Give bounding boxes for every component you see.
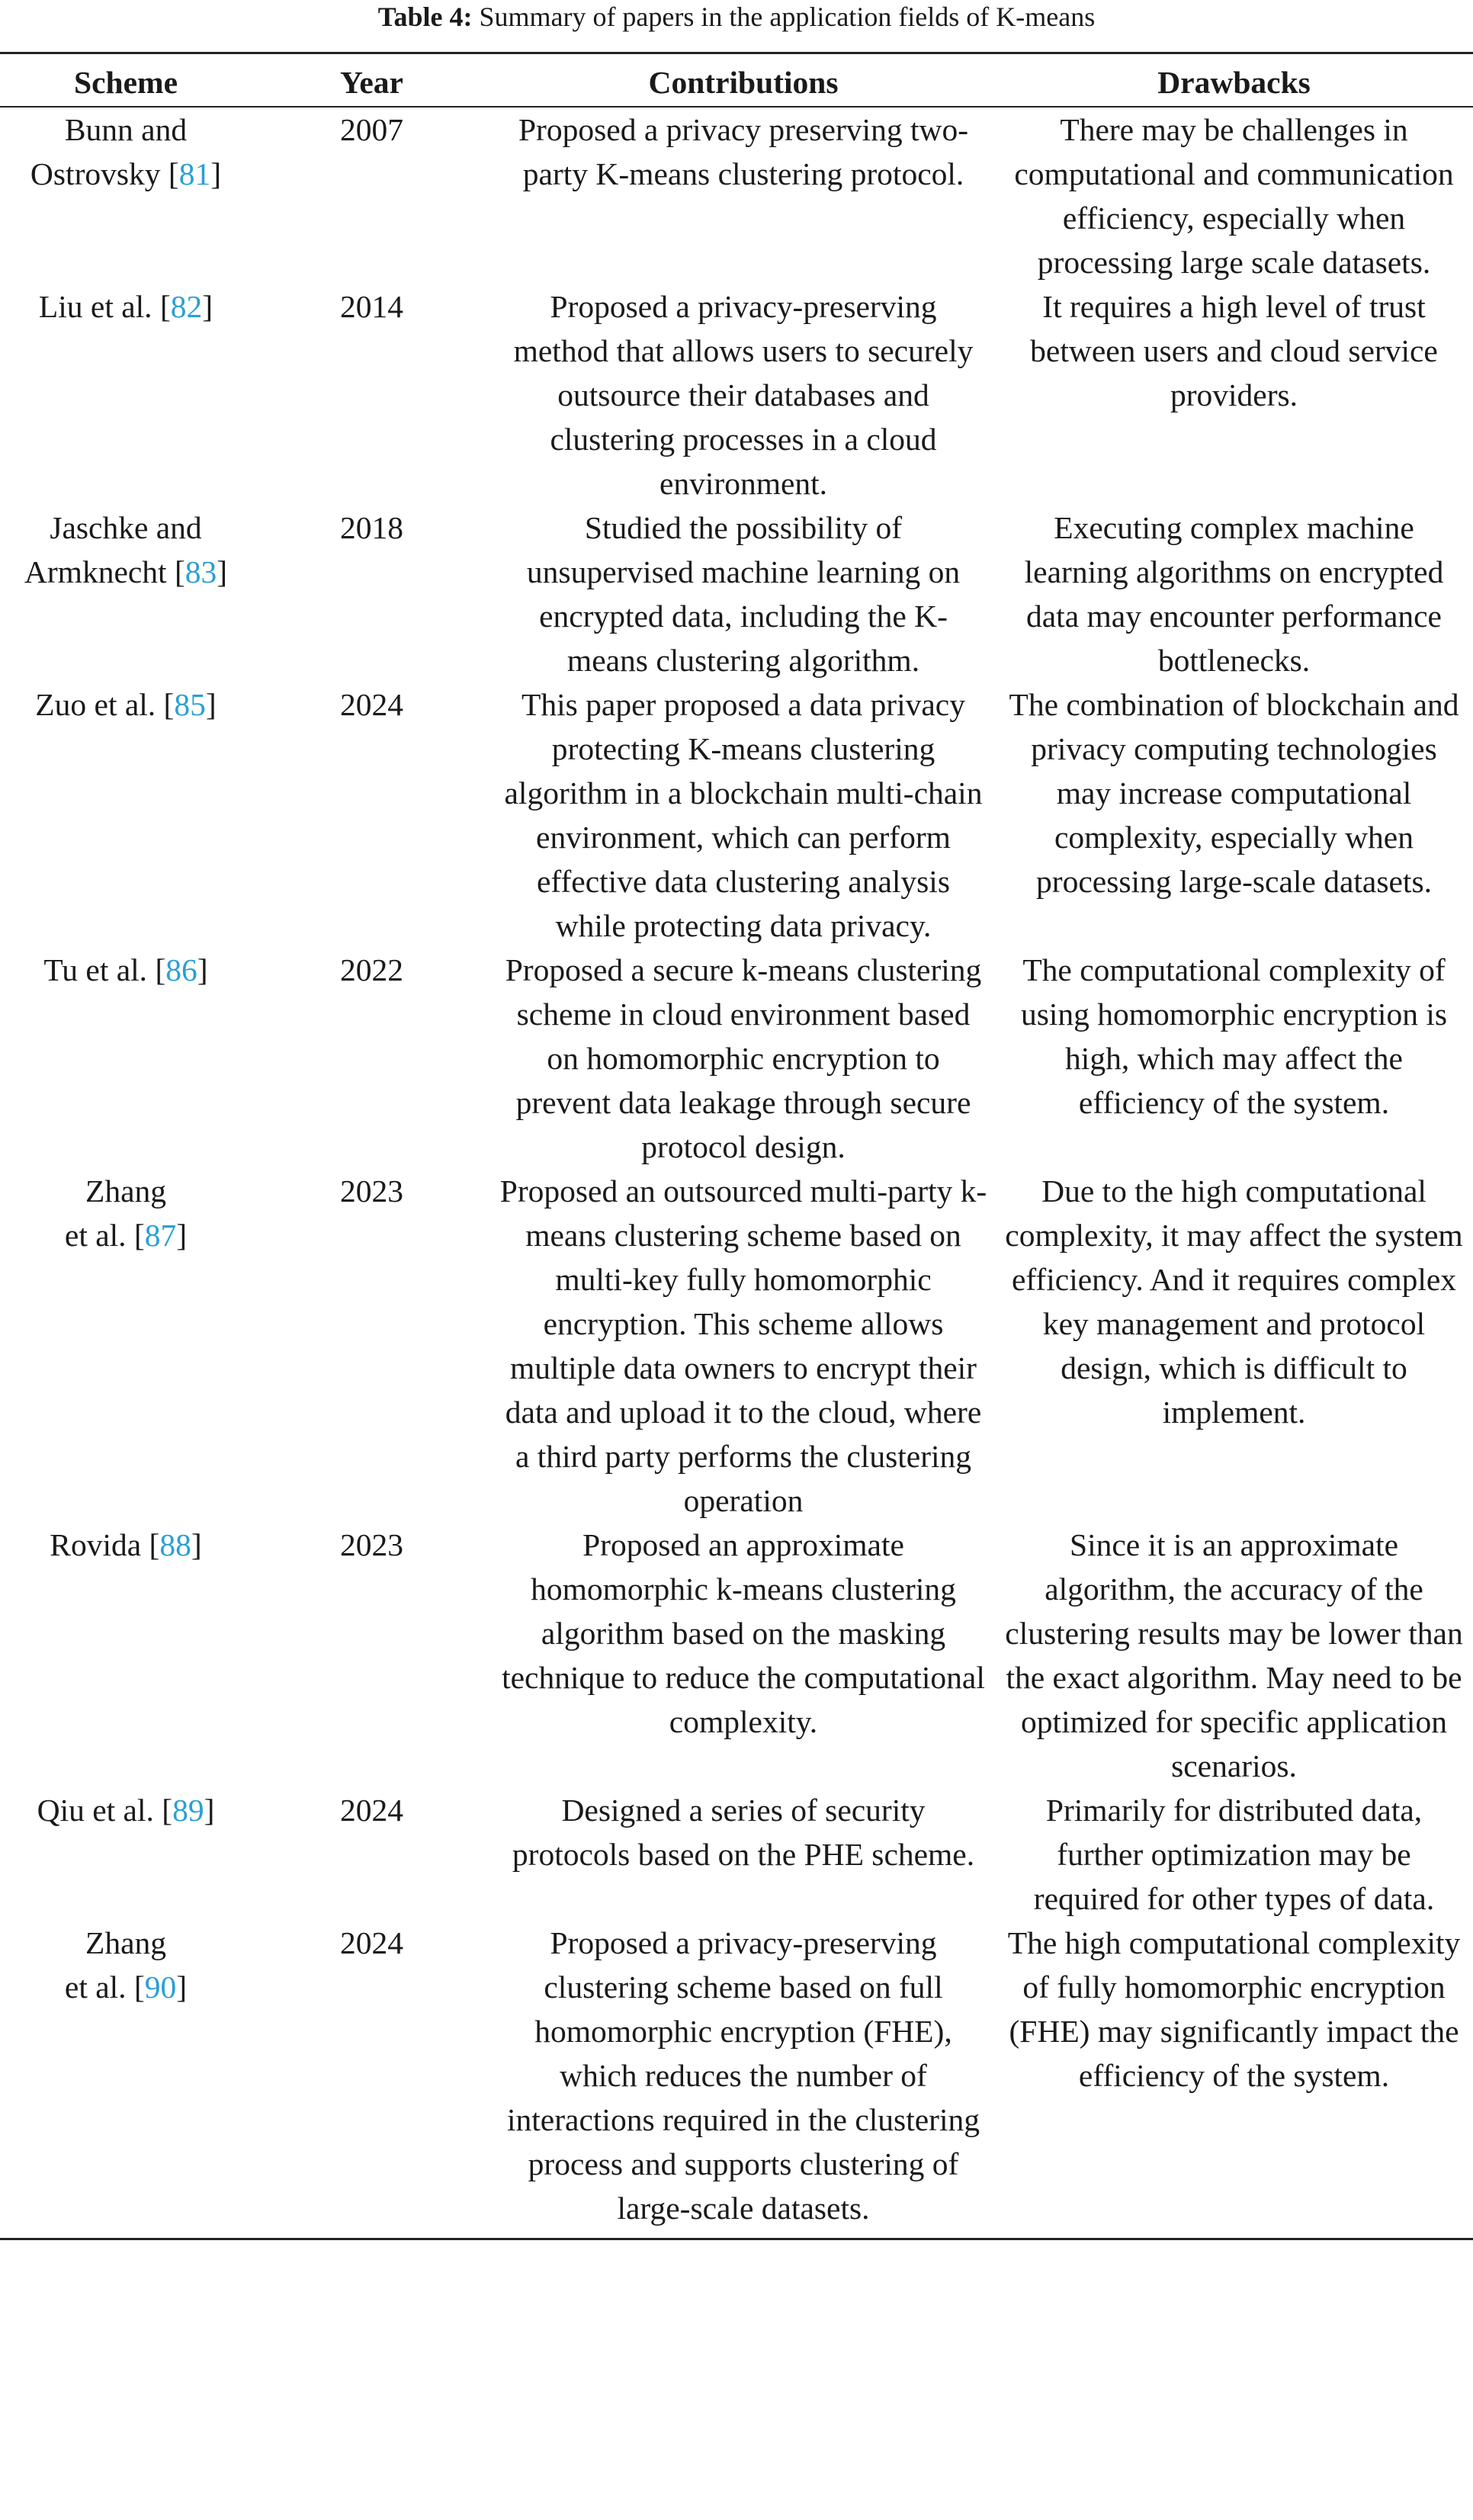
header-drawbacks: Drawbacks	[995, 53, 1473, 108]
contributions-cell: Proposed a privacy preserving two-party K-means clustering protocol.	[518, 112, 969, 191]
table-row	[0, 1921, 1473, 2239]
table-body	[0, 107, 1473, 2239]
contributions-cell: Proposed a privacy-preserving method that allows users to securely outsource their databases and clustering processes in a cloud environment.	[513, 289, 974, 501]
year-cell: 2023	[340, 1527, 403, 1562]
drawbacks-cell: Executing complex machine learning algorithms on encrypted data may encounter performance bottlenecks.	[1024, 510, 1444, 678]
scheme-name-line: Tu et al.	[43, 952, 148, 987]
table-row	[0, 948, 1473, 1169]
scheme-cell: Zuo et al. [85]	[35, 687, 217, 722]
year-cell: 2014	[340, 289, 403, 324]
scheme-cell: Rovida [88]	[50, 1527, 202, 1562]
scheme-name-line: Qiu et al.	[37, 1793, 154, 1828]
scheme-name-line: Rovida	[50, 1527, 142, 1562]
scheme-name-line: et al.	[64, 1218, 127, 1253]
scheme-cell: Bunn and Ostrovsky [81]	[30, 112, 222, 191]
scheme-name-line: et al.	[64, 1969, 127, 2005]
year-cell: 2024	[340, 1793, 403, 1828]
citation-link[interactable]: 89	[172, 1793, 204, 1828]
citation-link[interactable]: 87	[144, 1218, 177, 1253]
table-row	[0, 1788, 1473, 1921]
scheme-name-line: Zuo et al.	[35, 687, 156, 722]
table-row	[0, 107, 1473, 284]
citation-link[interactable]: 90	[144, 1969, 177, 2005]
kmeans-papers-table	[0, 52, 1473, 2240]
scheme-name-line: Armknecht	[24, 554, 167, 589]
table-caption-text: Summary of papers in the application fields of K-means	[472, 2, 1096, 32]
scheme-name-line: Jaschke and	[50, 510, 202, 545]
drawbacks-cell: Since it is an approximate algorithm, the accuracy of the clustering results may be lower than the exact algorithm. May need to be optimized for specific application scenarios.	[1005, 1527, 1463, 1783]
scheme-name-line: Liu et al.	[38, 289, 152, 324]
table-row	[0, 506, 1473, 682]
citation-link[interactable]: 83	[185, 554, 217, 589]
table-row	[0, 284, 1473, 506]
scheme-cell: Liu et al. [82]	[38, 289, 213, 324]
year-cell: 2007	[340, 112, 403, 147]
table-caption	[0, 0, 1473, 34]
contributions-cell: Studied the possibility of unsupervised machine learning on encrypted data, including the K-means clustering algorithm.	[526, 510, 961, 678]
table-header-row	[0, 53, 1473, 108]
scheme-name-line: Zhang	[85, 1173, 167, 1209]
drawbacks-cell: There may be challenges in computational and communication efficiency, especially when processing large scale datasets.	[1014, 112, 1454, 280]
citation-link[interactable]: 82	[170, 289, 203, 324]
contributions-cell: Proposed a secure k-means clustering scheme in cloud environment based on homomorphic encryption to prevent data leakage through secure protocol design.	[505, 952, 982, 1164]
year-cell: 2018	[340, 510, 403, 545]
contributions-cell: Proposed an approximate homomorphic k-means clustering algorithm based on the masking technique to reduce the computational complexity.	[502, 1527, 985, 1739]
table-row	[0, 682, 1473, 948]
header-contributions: Contributions	[492, 53, 995, 108]
drawbacks-cell: The high computational complexity of fully homomorphic encryption (FHE) may significantly impact the efficiency of the system.	[995, 1921, 1473, 2239]
citation-link[interactable]: 86	[165, 952, 197, 987]
scheme-cell: Jaschke and Armknecht [83]	[24, 510, 228, 589]
table-row	[0, 1523, 1473, 1788]
citation-link[interactable]: 85	[174, 687, 206, 722]
scheme-cell: Tu et al. [86]	[43, 952, 208, 987]
drawbacks-cell: Primarily for distributed data, further optimization may be required for other types of data.	[1033, 1793, 1435, 1916]
citation-link[interactable]: 88	[159, 1527, 191, 1562]
drawbacks-cell: Due to the high computational complexity, it may affect the system efficiency. And it requires complex key management and protocol design, which is difficult to implement.	[1005, 1173, 1463, 1430]
contributions-cell: Proposed a privacy-preserving clustering scheme based on full homomorphic encryption (FHE), which reduces the number of interactions required in the clustering process and supports clustering of large-scale datasets.	[492, 1921, 995, 2239]
contributions-cell: Proposed an outsourced multi-party k-means clustering scheme based on multi-key fully homomorphic encryption. This scheme allows multiple data owners to encrypt their data and upload it to the cloud, where a third party performs the clustering operation	[499, 1173, 987, 1518]
contributions-cell: Designed a series of security protocols based on the PHE scheme.	[512, 1793, 975, 1872]
scheme-name-line: Ostrovsky	[30, 156, 161, 191]
year-cell: 2024	[252, 1921, 492, 2239]
citation-link[interactable]: 81	[178, 156, 211, 191]
scheme-cell: Zhang et al. [87]	[64, 1173, 188, 1253]
drawbacks-cell: It requires a high level of trust between users and cloud service providers.	[1030, 289, 1438, 413]
table-row	[0, 1169, 1473, 1523]
scheme-name-line: Bunn and	[64, 112, 188, 147]
contributions-cell: This paper proposed a data privacy protecting K-means clustering algorithm in a blockchain multi-chain environment, which can perform effective data clustering analysis while protecting data privacy.	[504, 687, 983, 943]
header-scheme: Scheme	[0, 53, 252, 108]
scheme-cell: Qiu et al. [89]	[37, 1793, 215, 1828]
scheme-name-line: Zhang	[85, 1925, 167, 1960]
table-caption-label: Table 4:	[377, 2, 473, 32]
drawbacks-cell: The combination of blockchain and privacy computing technologies may increase computational complexity, especially when processing large-scale datasets.	[1009, 687, 1459, 899]
header-year: Year	[252, 53, 492, 108]
year-cell: 2024	[340, 687, 403, 722]
year-cell: 2022	[340, 952, 403, 987]
year-cell: 2023	[340, 1173, 403, 1209]
scheme-cell: Zhang et al. [90]	[0, 1921, 252, 2239]
drawbacks-cell: The computational complexity of using homomorphic encryption is high, which may affect the efficiency of the system.	[1020, 952, 1448, 1120]
